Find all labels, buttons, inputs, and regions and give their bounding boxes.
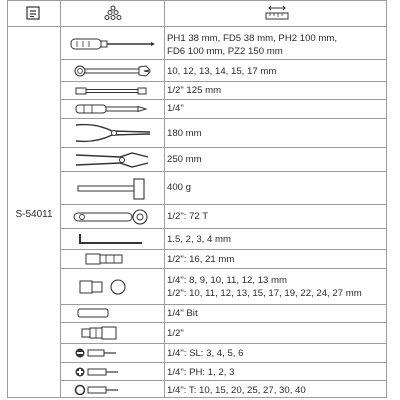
universal-joint-icon [62,324,162,342]
row-hex-key-spec: 1.5, 2, 3, 4 mm [167,234,231,245]
bit-holder-icon [62,101,162,117]
row-torx-bit-spec: 1/4": T: 10, 15, 20, 25, 27, 30, 40 [167,385,306,396]
table-header [7,0,387,27]
row-divider [60,99,387,100]
combination-wrench-icon [62,61,162,80]
row-hammer-spec: 400 g [167,182,192,193]
row-socket-spec: 1/4": 8, 9, 10, 11, 12, 13 mm 1/2": 10, 11, 12, 13, 15, 17, 19, 22, 24, 27 mm [167,275,362,299]
row-divider [60,362,387,363]
extension-bar-icon [62,83,162,98]
row-spark-plug-socket-spec: 1/2": 16, 21 mm [167,254,235,265]
parts-stack-icon [104,5,122,21]
row-divider [60,380,387,381]
row-divider [60,268,387,269]
row-pliers-spec: 180 mm [167,128,202,139]
row-divider [60,118,387,119]
row-divider [60,228,387,229]
row-wrench-spec: 10, 12, 13, 14, 15, 17 mm [167,66,277,77]
slotted-bit-icon [62,345,162,361]
row-water-pump-pliers-spec: 250 mm [167,154,202,165]
row-ratchet-spec: 1/2": 72 T [167,211,209,222]
row-divider [60,322,387,323]
row-bit-spec: 1/4" Bit [167,308,198,319]
row-bit-holder-spec: 1/4" [167,103,184,114]
hex-key-icon [62,230,162,248]
row-divider [60,59,387,60]
phillips-bit-icon [62,364,162,380]
set-code: S-54011 [15,209,53,220]
row-divider [60,204,387,205]
torx-bit-icon [62,382,162,397]
row-divider [60,147,387,148]
row-extension-spec: 1/2" 125 mm [167,85,222,96]
spark-plug-socket-icon [62,250,162,267]
ratchet-icon [62,206,162,227]
document-icon [26,6,40,20]
hammer-icon [62,174,162,202]
screwdriver-icon [62,31,162,57]
row-divider [60,81,387,82]
row-divider [60,171,387,172]
row-phillips-bit-spec: 1/4": PH: 1, 2, 3 [167,367,235,378]
ruler-length-icon [265,5,289,21]
socket-icon [62,270,162,303]
row-slotted-bit-spec: 1/4": SL: 3, 4, 5, 6 [167,348,244,359]
water-pump-pliers-icon [62,149,162,170]
row-divider [60,343,387,344]
bit-rail-icon [62,305,162,321]
row-universal-joint-spec: 1/2" [167,328,184,339]
row-screwdriver-spec: PH1 38 mm, FD5 38 mm, PH2 100 mm, FD6 100 mm, PZ2 150 mm [167,33,338,57]
pliers-icon [62,120,162,146]
